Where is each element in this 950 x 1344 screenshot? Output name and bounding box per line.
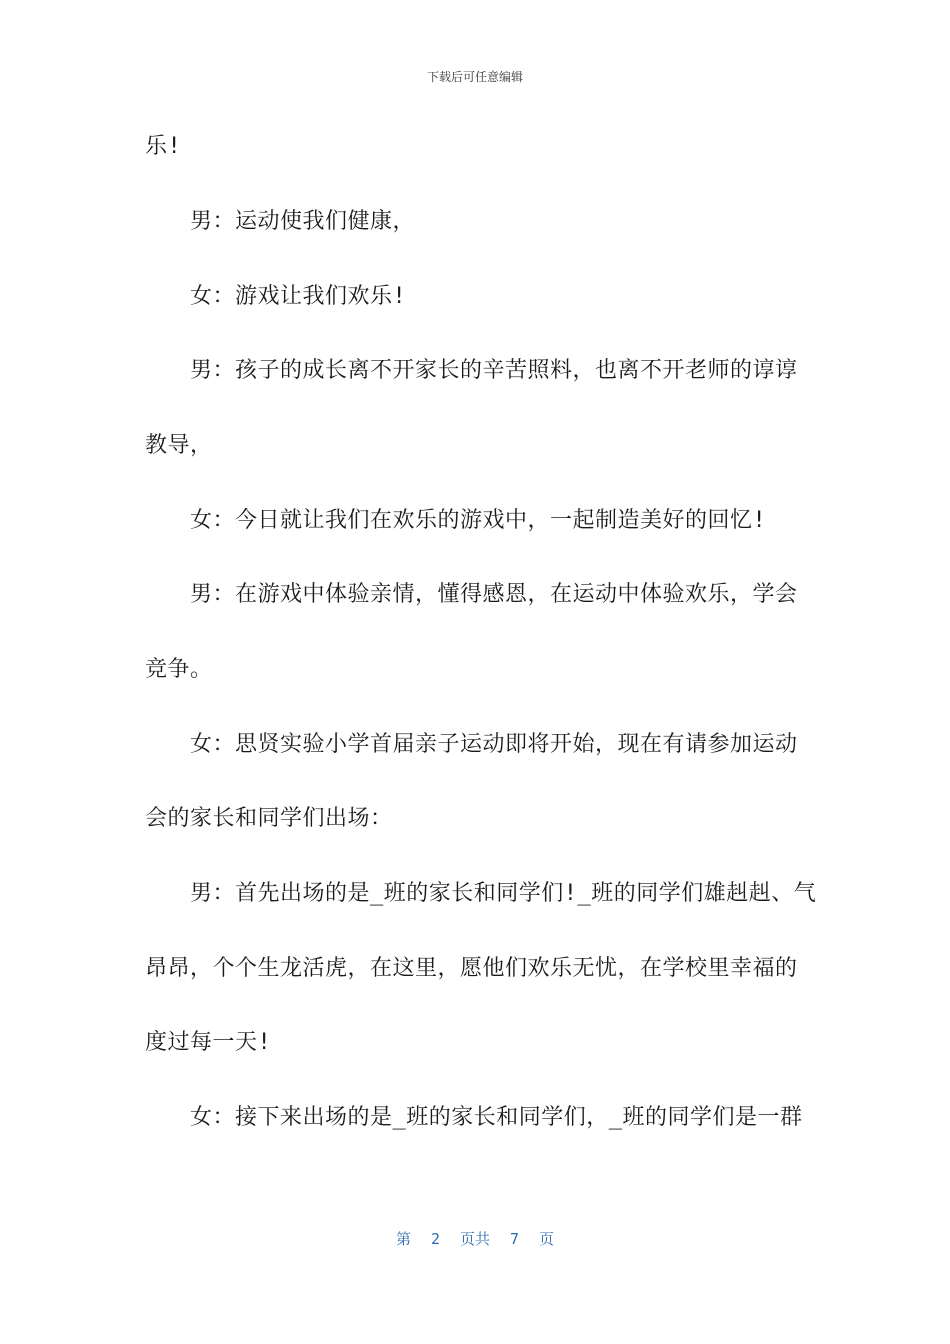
text-line: 乐! <box>145 134 182 159</box>
text-line: 男：首先出场的是_班的家长和同学们!_班的同学们雄赳赳、气 <box>190 881 817 906</box>
text-line: 女：游戏让我们欢乐! <box>190 284 407 309</box>
footer-current-page: 2 <box>430 1230 440 1248</box>
text-line: 会的家长和同学们出场： <box>145 806 393 831</box>
text-line: 男：运动使我们健康， <box>190 209 416 234</box>
text-line: 女：今日就让我们在欢乐的游戏中，一起制造美好的回忆! <box>190 508 767 533</box>
text-line: 女：接下来出场的是_班的家长和同学们，_班的同学们是一群 <box>190 1105 803 1130</box>
footer-label-total: 页共 <box>459 1230 490 1248</box>
footer-label-end: 页 <box>539 1230 555 1248</box>
footer-total-pages: 7 <box>510 1230 520 1248</box>
text-line: 度过每一天! <box>145 1030 272 1055</box>
footer-label-page: 第 <box>395 1230 411 1248</box>
text-line: 昂昂，个个生龙活虎，在这里，愿他们欢乐无忧，在学校里幸福的 <box>145 956 798 981</box>
page-header: 下载后可任意编辑 <box>426 70 523 84</box>
text-line: 竞争。 <box>145 657 213 682</box>
text-line: 女：思贤实验小学首届亲子运动即将开始，现在有请参加运动 <box>190 732 798 757</box>
page-footer <box>0 1228 950 1249</box>
text-line: 男：在游戏中体验亲情，懂得感恩，在运动中体验欢乐，学会 <box>190 582 798 607</box>
text-line: 男：孩子的成长离不开家长的辛苦照料，也离不开老师的谆谆 <box>190 358 798 383</box>
text-line: 教导， <box>145 433 213 458</box>
